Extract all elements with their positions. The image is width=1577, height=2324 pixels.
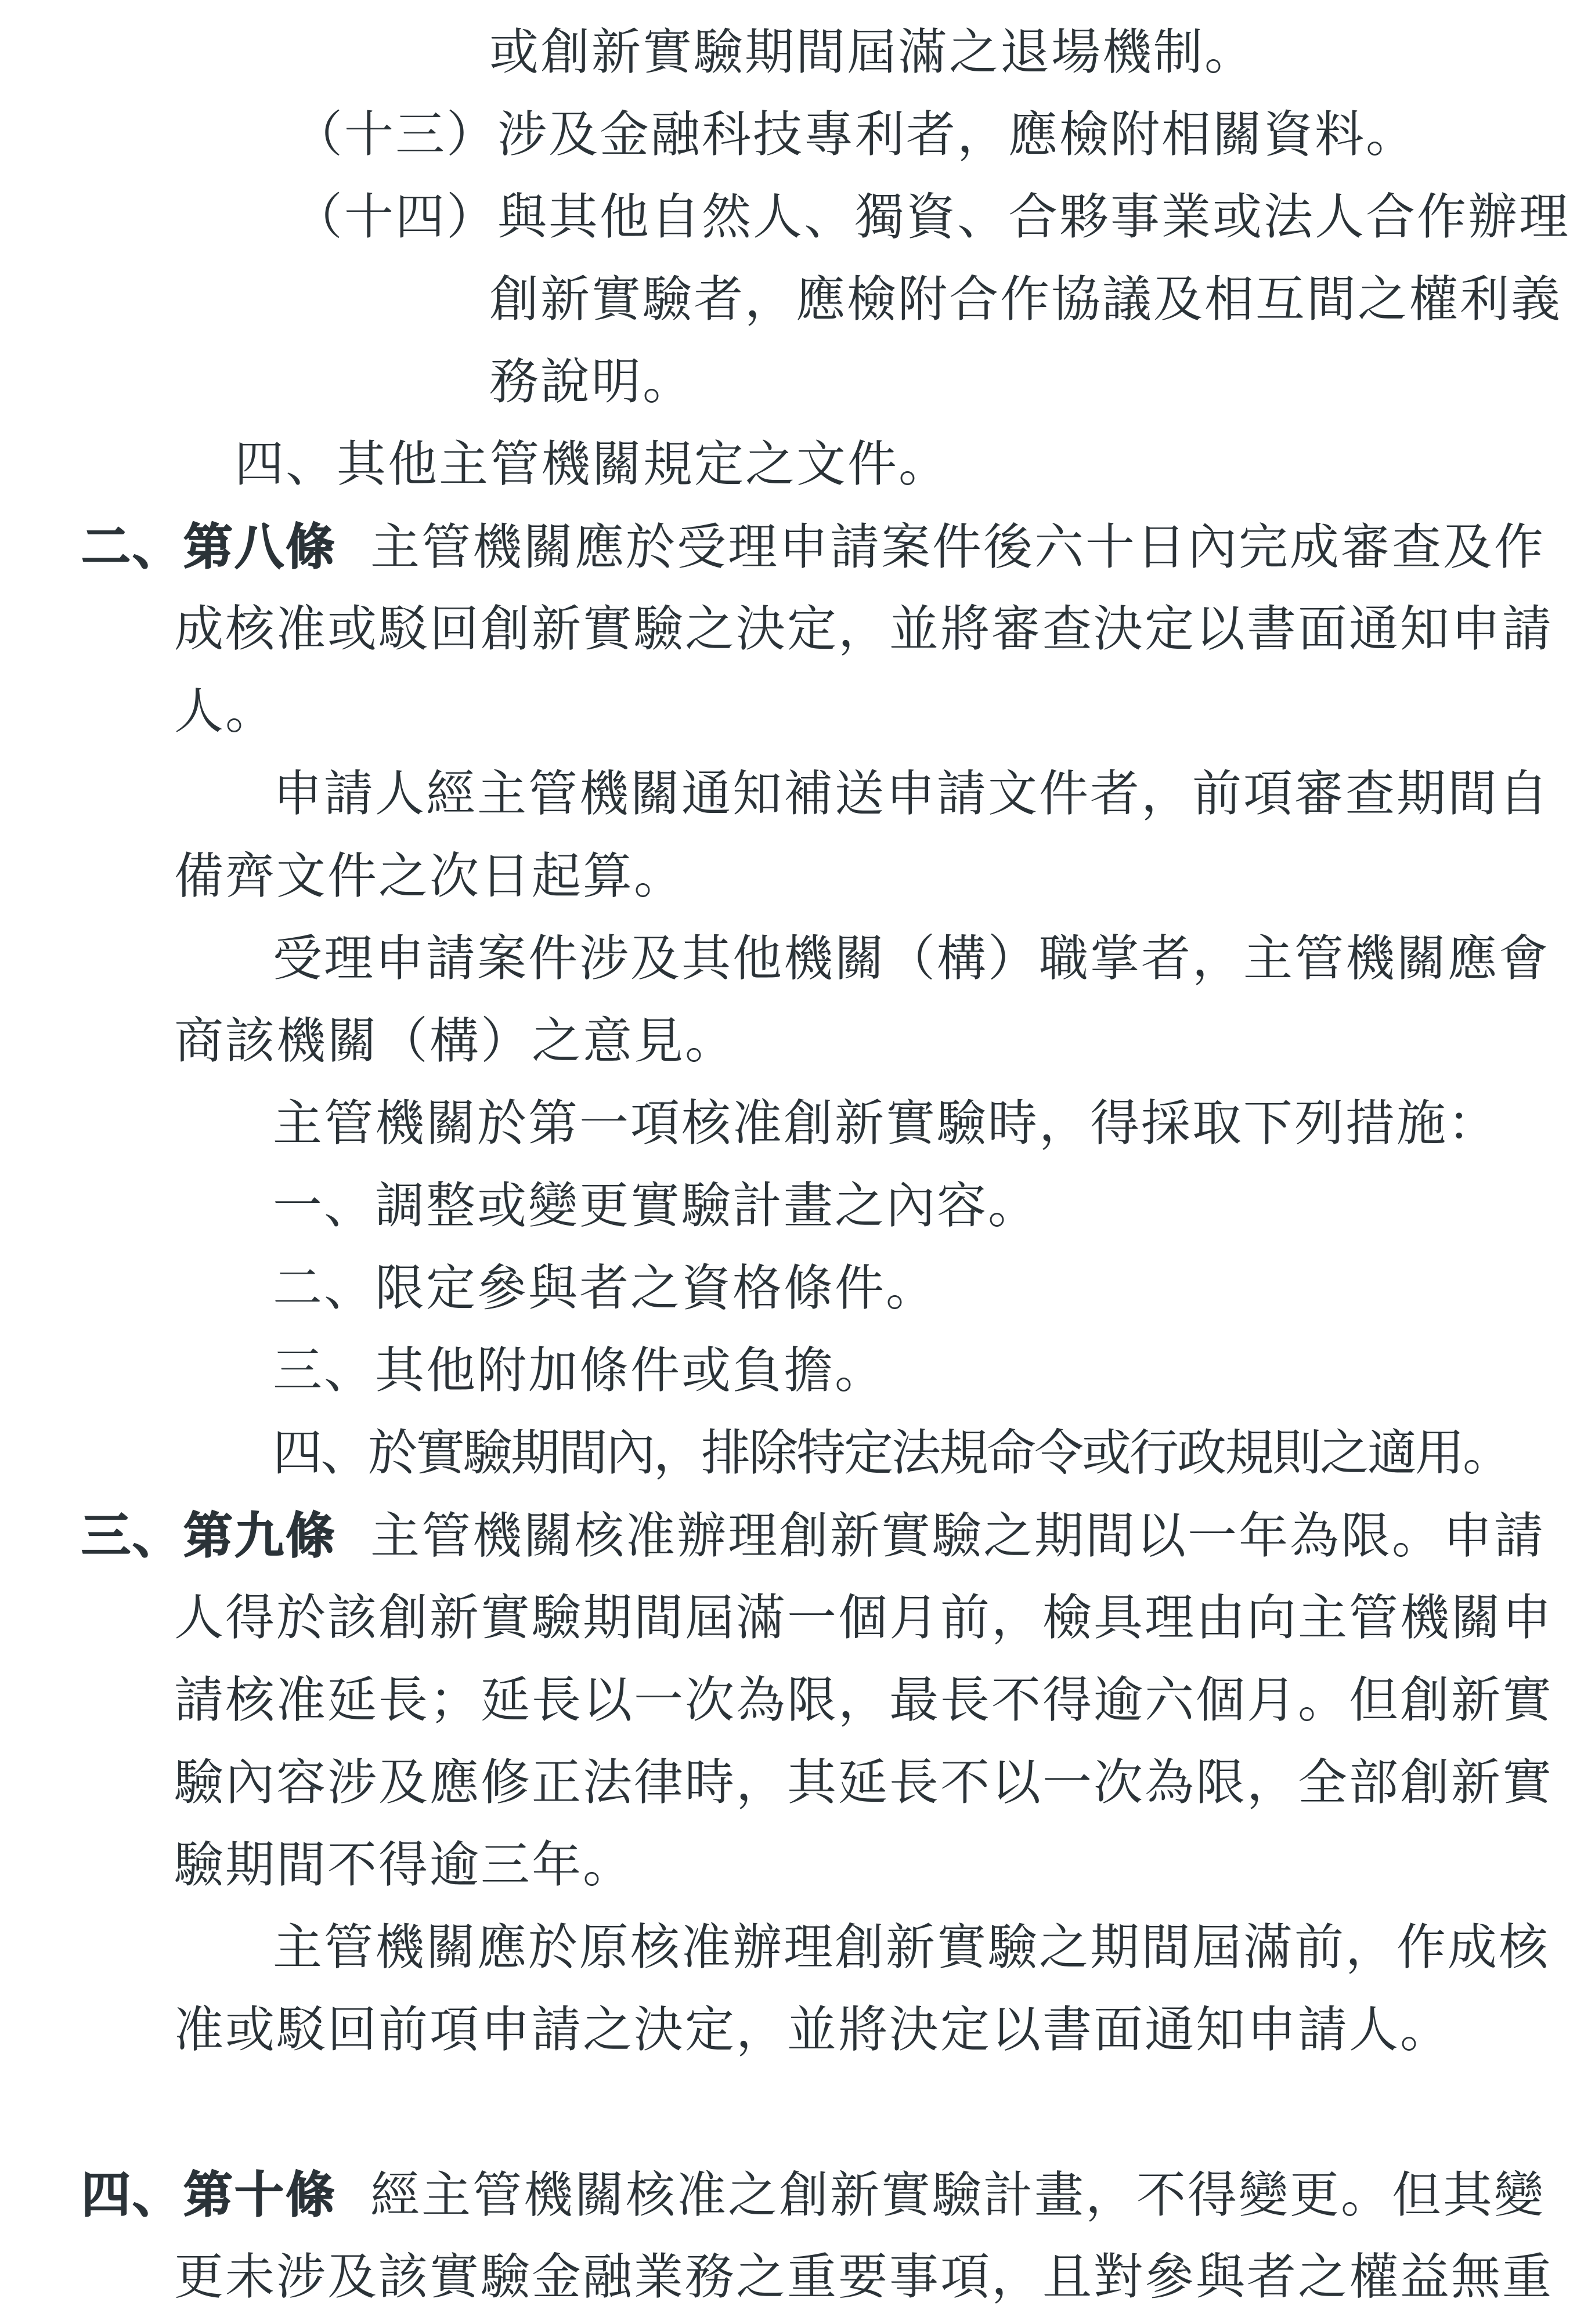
line-text: 更未涉及該實驗金融業務之重要事項，且對參與者之權益無重: [174, 2249, 1554, 2306]
text-line: [0, 259, 1577, 341]
line-text: （十三）涉及金融科技專利者，應檢附相關資料。: [293, 106, 1417, 164]
text-line: [0, 836, 1577, 918]
line-text: 四、其他主管機關規定之文件。: [234, 436, 950, 493]
line-text: 經主管機關核准之創新實驗計畫，不得變更。但其變: [370, 2167, 1546, 2224]
text-line: [0, 2154, 1577, 2236]
text-line: [0, 1083, 1577, 1165]
text-line: [0, 1495, 1577, 1577]
text-line: [0, 176, 1577, 259]
line-text: 務說明。: [489, 353, 694, 411]
article-number-label: 四、第十條: [81, 2166, 337, 2224]
line-text: 備齊文件之次日起算。: [174, 848, 685, 905]
line-text: 二、限定參與者之資格條件。: [273, 1260, 937, 1317]
line-text: 主管機關應於原核准辦理創新實驗之期間屆滿前，作成核: [273, 1919, 1550, 1976]
document-body: [0, 12, 1577, 2319]
text-line: [0, 1000, 1577, 1083]
line-text: 主管機關核准辦理創新實驗之期間以一年為限。申請: [370, 1508, 1546, 1565]
line-text: 創新實驗者，應檢附合作協議及相互間之權利義: [489, 271, 1562, 328]
line-text: 主管機關應於受理申請案件後六十日內完成審查及作: [370, 519, 1546, 576]
line-text: 三、其他附加條件或負擔。: [273, 1342, 886, 1400]
text-line: [0, 1330, 1577, 1412]
line-text: 受理申請案件涉及其他機關（構）職掌者，主管機關應會: [273, 930, 1550, 988]
text-line: [0, 1660, 1577, 1742]
article-number-label: 二、第八條: [81, 518, 337, 576]
line-text: 或創新實驗期間屆滿之退場機制。: [489, 24, 1256, 81]
line-text: 主管機關於第一項核准創新實驗時，得採取下列措施：: [273, 1095, 1499, 1152]
text-line: [0, 1248, 1577, 1330]
text-line: [0, 1907, 1577, 1989]
text-line: [0, 94, 1577, 176]
line-text: 四、於實驗期間內，排除特定法規命令或行政規則之適用。: [273, 1425, 1511, 1482]
line-text: 一、調整或變更實驗計畫之內容。: [273, 1177, 1040, 1235]
line-text: 驗期間不得逾三年。: [174, 1837, 634, 1894]
text-line: [0, 671, 1577, 753]
text-line: [0, 1824, 1577, 1907]
text-line: [0, 1989, 1577, 2072]
text-line: [0, 1577, 1577, 1660]
text-line: [0, 506, 1577, 588]
text-line: [0, 1742, 1577, 1824]
line-text: 商該機關（構）之意見。: [174, 1013, 737, 1070]
line-text: 人。: [174, 683, 277, 740]
line-text: 准或駁回前項申請之決定，並將決定以書面通知申請人。: [174, 2001, 1452, 2059]
text-line: [0, 341, 1577, 424]
text-line: [0, 1165, 1577, 1248]
text-line: [0, 588, 1577, 671]
line-text: 成核准或駁回創新實驗之決定，並將審查決定以書面通知申請: [174, 601, 1554, 658]
line-text: 請核准延長；延長以一次為限，最長不得逾六個月。但創新實: [174, 1672, 1554, 1729]
text-line: [0, 1412, 1577, 1495]
line-text: 人得於該創新實驗期間屆滿一個月前，檢具理由向主管機關申: [174, 1589, 1554, 1647]
line-text: 申請人經主管機關通知補送申請文件者，前項審查期間自: [273, 765, 1550, 823]
text-line: [0, 424, 1577, 506]
text-line: [0, 12, 1577, 94]
line-text: 驗內容涉及應修正法律時，其延長不以一次為限，全部創新實: [174, 1754, 1554, 1812]
text-line: [0, 2236, 1577, 2319]
line-text: （十四）與其他自然人、獨資、合夥事業或法人合作辦理: [293, 189, 1571, 246]
text-line: [0, 753, 1577, 836]
article-number-label: 三、第九條: [81, 1507, 337, 1565]
text-line: [0, 918, 1577, 1000]
